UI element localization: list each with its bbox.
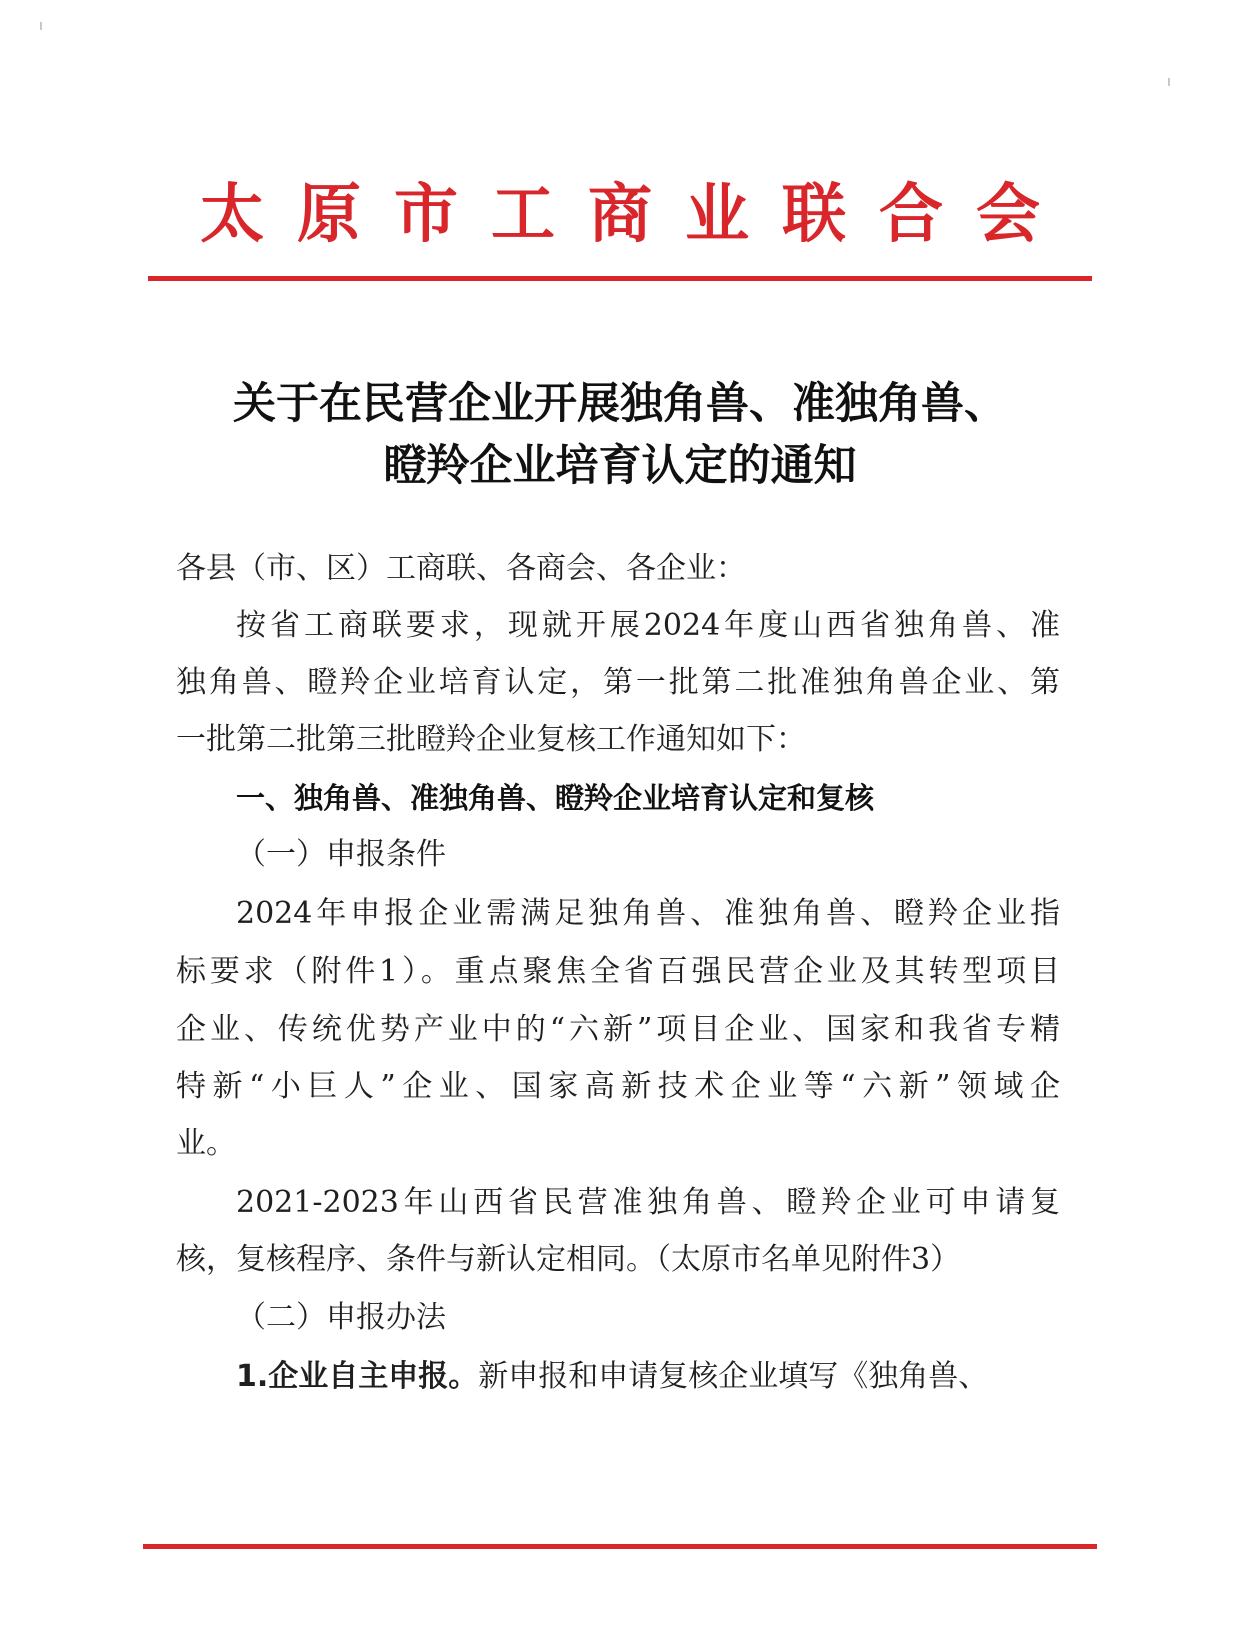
method-1-label: 1.企业自主申报。 [236,1359,479,1394]
conditions-line-1: 2024年申报企业需满足独角兽、准独角兽、瞪羚企业指 [236,896,1060,931]
intro-line-2: 独角兽、瞪羚企业培育认定，第一批第二批准独角兽企业、第 [176,665,1060,700]
method-1-text: 新申报和申请复核企业填写《独角兽、 [478,1359,989,1394]
intro-line-1: 按省工商联要求，现就开展2024年度山西省独角兽、准 [236,608,1060,643]
header-char: 原 [297,177,361,252]
section-1-heading: 一、独角兽、准独角兽、瞪羚企业培育认定和复核 [236,781,875,815]
review-line-1: 2021-2023年山西省民营准独角兽、瞪羚企业可申请复 [236,1185,1060,1220]
header-char: 工 [491,177,555,252]
conditions-line-4: 特新“小巨人”企业、国家高新技术企业等“六新”领域企 [176,1069,1060,1104]
intro-line-3: 一批第二批第三批瞪羚企业复核工作通知如下： [176,722,806,757]
conditions-line-5: 业。 [176,1126,236,1161]
organization-header [200,175,1040,255]
salutation: 各县（市、区）工商联、各商会、各企业： [176,551,746,586]
header-char: 商 [588,177,652,252]
review-line-2: 核，复核程序、条件与新认定相同。（太原市名单见附件3） [176,1242,961,1277]
conditions-line-3: 企业、传统优势产业中的“六新”项目企业、国家和我省专精 [176,1012,1060,1047]
scan-speck [1168,78,1170,86]
header-divider [148,276,1092,281]
subsection-2-heading: （二）申报办法 [236,1300,446,1335]
method-1-line [236,1357,988,1397]
header-char: 太 [200,177,264,252]
document-title-line-1: 关于在民营企业开展独角兽、准独角兽、 [233,379,1007,429]
header-char: 会 [976,177,1040,252]
footer-divider [143,1544,1097,1549]
header-char: 市 [394,177,458,252]
scan-speck [40,22,42,30]
header-char: 业 [685,177,749,252]
header-char: 合 [879,177,943,252]
subsection-1-heading: （一）申报条件 [236,837,446,872]
document-title-line-2: 瞪羚企业培育认定的通知 [383,441,857,491]
header-char: 联 [782,177,846,252]
conditions-line-2: 标要求（附件1）。重点聚焦全省百强民营企业及其转型项目 [176,954,1060,989]
